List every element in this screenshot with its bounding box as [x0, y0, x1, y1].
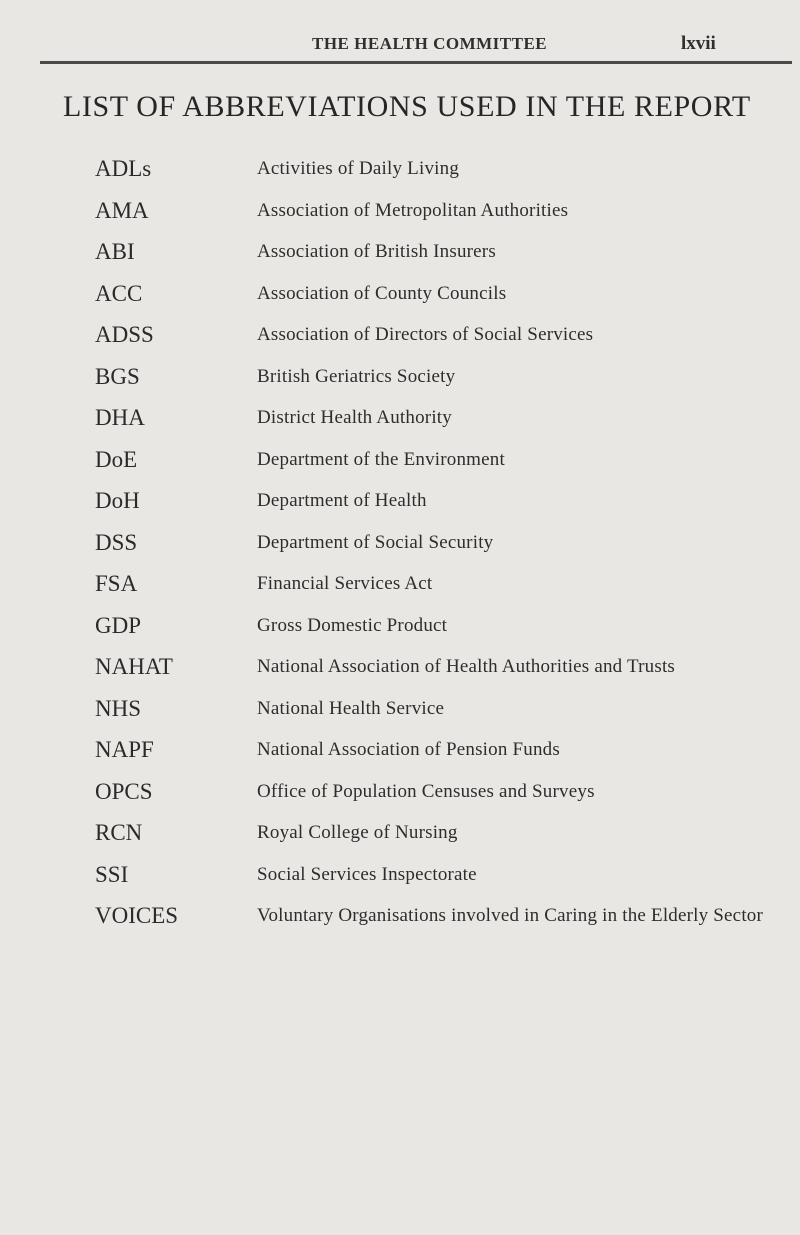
abbreviation-meaning: Gross Domestic Product — [257, 614, 448, 636]
abbreviation-meaning: Office of Population Censuses and Surveys — [257, 780, 595, 802]
header-rule — [40, 61, 792, 64]
abbreviation-meaning: Association of County Councils — [257, 282, 507, 304]
list-item — [0, 862, 800, 904]
abbreviation-meaning: Royal College of Nursing — [257, 822, 458, 843]
list-item — [0, 737, 800, 779]
list-item — [0, 488, 800, 530]
abbreviation-meaning: Department of the Environment — [257, 448, 505, 470]
list-item — [0, 530, 800, 572]
abbreviation: ADLs — [95, 156, 152, 181]
list-item — [0, 696, 800, 738]
list-item — [0, 779, 800, 821]
abbreviation-meaning: Department of Health — [257, 490, 427, 511]
abbreviation: NAPF — [95, 737, 154, 762]
list-item — [0, 820, 800, 862]
abbreviation-meaning: British Geriatrics Society — [257, 365, 456, 387]
abbreviation-meaning: District Health Authority — [257, 407, 452, 428]
abbreviation: NHS — [95, 695, 142, 721]
list-item — [0, 364, 800, 406]
abbreviation: DoE — [95, 446, 138, 472]
list-item — [0, 405, 800, 447]
abbreviation: OPCS — [95, 778, 153, 804]
list-item — [0, 613, 800, 655]
page-number: lxvii — [681, 33, 716, 54]
abbreviation: ABI — [95, 239, 135, 264]
abbreviation-meaning: Department of Social Security — [257, 531, 494, 553]
list-item — [0, 239, 800, 281]
abbreviation-meaning: Association of British Insurers — [257, 241, 496, 262]
abbreviation: AMA — [95, 197, 149, 223]
abbreviation-meaning: National Health Service — [257, 697, 445, 719]
abbreviation: DHA — [95, 405, 145, 430]
abbreviation: FSA — [95, 571, 138, 596]
abbreviation-meaning: Financial Services Act — [257, 573, 433, 594]
list-item — [0, 198, 800, 240]
abbreviation-meaning: Association of Metropolitan Authorities — [257, 199, 569, 221]
list-item — [0, 447, 800, 489]
page-title: LIST OF ABBREVIATIONS USED IN THE REPORT — [63, 90, 751, 124]
abbreviation-meaning: Activities of Daily Living — [257, 158, 460, 179]
abbreviation-meaning: National Association of Health Authorities and Trusts — [257, 656, 676, 677]
abbreviation: ADSS — [95, 322, 154, 347]
abbreviation: DoH — [95, 488, 140, 513]
running-head: THE HEALTH COMMITTEE — [312, 34, 548, 53]
list-item — [0, 903, 800, 945]
abbreviation: VOICES — [95, 903, 179, 928]
abbreviation-meaning: Social Services Inspectorate — [257, 863, 477, 885]
abbreviation-meaning: Association of Directors of Social Services — [257, 324, 594, 345]
abbreviation-meaning: National Association of Pension Funds — [257, 739, 560, 760]
abbreviation: SSI — [95, 861, 129, 887]
list-item — [0, 322, 800, 364]
abbreviation: RCN — [95, 820, 143, 845]
abbreviation-meaning: Voluntary Organisations involved in Caring in the Elderly Sector — [257, 905, 764, 926]
list-item — [0, 281, 800, 323]
abbreviation: ACC — [95, 280, 143, 306]
abbreviation: NAHAT — [95, 654, 173, 679]
abbreviation: DSS — [95, 529, 138, 555]
abbreviation: GDP — [95, 612, 142, 638]
list-item — [0, 654, 800, 696]
abbreviation: BGS — [95, 363, 140, 389]
abbreviation-list — [0, 156, 800, 945]
list-item — [0, 571, 800, 613]
list-item — [0, 156, 800, 198]
